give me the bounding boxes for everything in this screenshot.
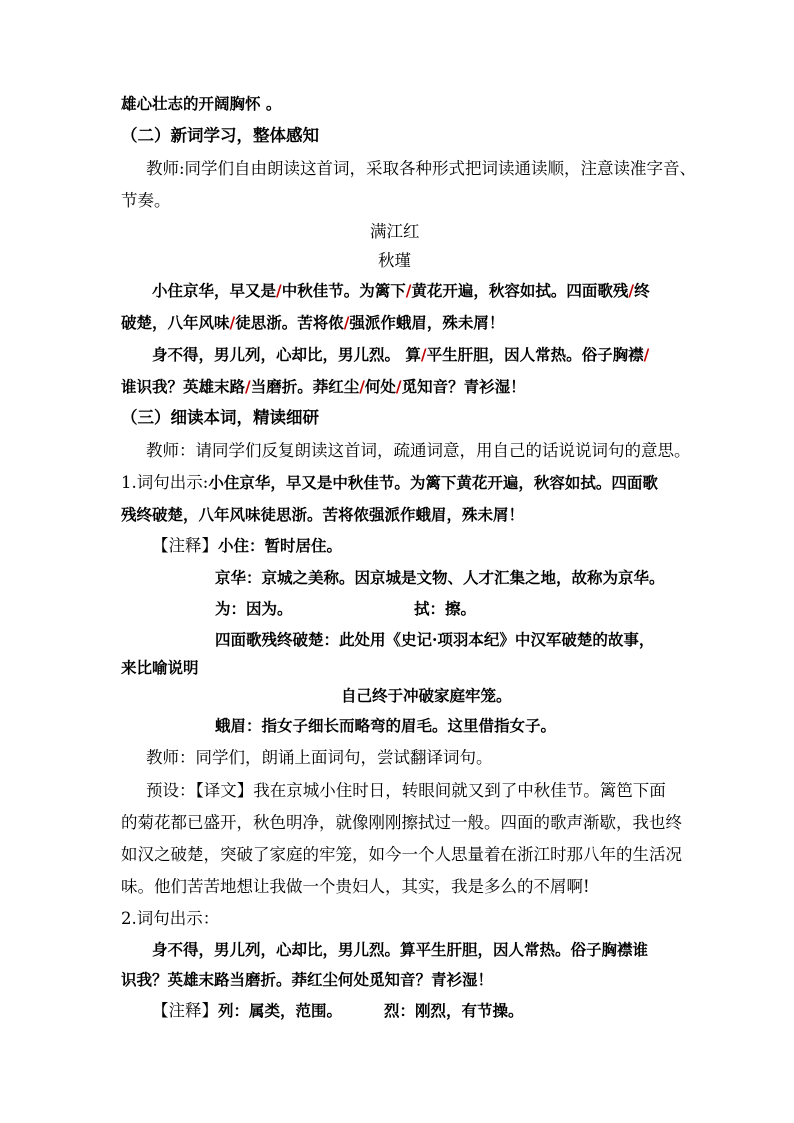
text-line: 身不得，男儿列，心却比，男儿烈。算平生肝胆，因人常热。俗子胸襟谁 [152,940,649,959]
rhythm-slash: / [276,281,282,300]
section-heading: （三）细读本词，精读细研 [121,408,319,427]
rhythm-slash: / [643,345,650,364]
translation-line: 味。他们苦苦地想让我做一个贵妇人，其实，我是多么的不屑啊! [121,877,590,896]
poem-line: 小住京华，早又是/中秋佳节。为篱下/黄花开遍，秋容如拭。四面歌残/终 [152,281,650,300]
rhythm-slash: / [343,313,350,332]
translation-line: 预设：【译文】我在京城小住时日，转眼间就又到了中秋佳节。篱笆下面 [146,781,666,800]
rhythm-slash: / [628,281,635,300]
text-line: 教师：同学们，朗诵上面词句，尝试翻译词句。 [146,748,493,767]
translation-line: 如汉之破楚，突破了家庭的牢笼，如今一个人思量着在浙江时那八年的生活况 [121,845,682,864]
annotation-line: 为：因为。 [215,599,293,618]
annotation-line: 拭：擦。 [414,599,477,618]
section-heading: （二）新词学习，整体感知 [121,126,319,145]
annotation-line: 蛾眉：指女子细长而略弯的眉毛。这里借指女子。 [215,716,557,735]
text-line: 教师：请同学们反复朗读这首词，疏通词意，用自己的话说说词句的意思。 [146,441,691,460]
annotation-line: 【注释】小住：暂时居住。 [152,536,343,555]
annotation-line: 烈：刚烈，有节操。 [384,1001,524,1020]
text-line: 1.词句出示:小住京华，早又是中秋佳节。为篱下黄花开遍，秋容如拭。四面歌 [121,473,658,492]
translation-line: 的菊花都已盛开，秋色明净，就像刚刚擦拭过一般。四面的歌声渐歇，我也终 [121,813,682,832]
poem-author: 秋瑾 [378,251,411,270]
annotation-line: 自己终于冲破家庭牢笼。 [341,686,512,705]
poem-line: 身不得，男儿列，心却比，男儿烈。 算/平生肝胆，因人常热。俗子胸襟/ [152,345,650,364]
rhythm-slash: / [395,377,402,396]
rhythm-slash: / [229,313,236,332]
poem-line: 谁识我？英雄末路/当磨折。莽红尘/何处/觅知音？青衫湿！ [121,377,526,396]
poem-line: 破楚，八年风味/徒思浙。苦将侬/强派作蛾眉，殊未屑！ [121,313,505,332]
text-line: 2.词句出示： [121,909,220,928]
rhythm-slash: / [245,377,251,396]
rhythm-slash: / [359,377,365,396]
text-line: 雄心壮志的开阔胸怀 。 [121,94,282,113]
poem-title: 满江红 [370,222,420,241]
text-line: 节奏。 [121,191,171,210]
annotation-line: 【注释】列：属类，范围。 [152,1001,343,1020]
rhythm-slash: / [405,281,412,300]
annotation-line: 四面歌残终破楚：此处用《史记·项羽本纪》中汉军破楚的故事， [215,630,655,649]
annotation-line: 来比喻说明 [121,658,199,677]
text-line: 教师:同学们自由朗读这首词，采取各种形式把词读通读顺，注意读准字音、 [146,159,697,178]
text-line: 残终破楚，八年风味徒思浙。苦将侬强派作蛾眉，殊未屑！ [121,505,525,524]
annotation-line: 京华：京城之美称。因京城是文物、人才汇集之地，故称为京华。 [215,568,665,587]
text-line: 识我？英雄末路当磨折。莽红尘何处觅知音？青衫湿！ [121,970,494,989]
rhythm-slash: / [420,345,427,364]
